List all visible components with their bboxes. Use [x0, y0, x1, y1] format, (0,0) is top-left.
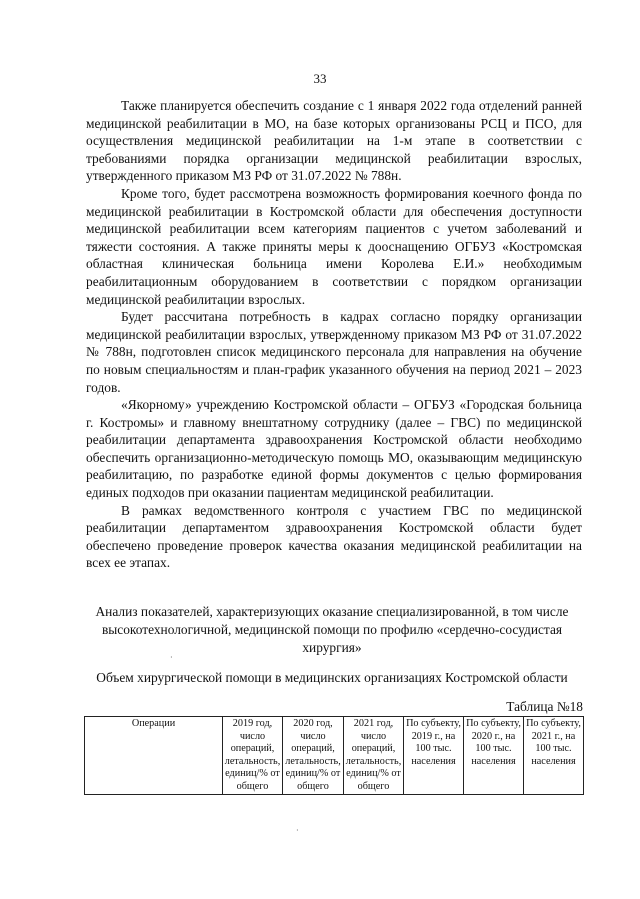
column-header: 2019 год, число операций, летальность, единиц/% от общего — [223, 717, 283, 795]
column-header: 2020 год, число операций, летальность, единиц/% от общего — [283, 717, 344, 795]
surgery-volume-table — [84, 716, 584, 795]
column-header: По субъекту, 2021 г., на 100 тыс. населения — [524, 717, 584, 795]
column-header: 2021 год, число операций, летальность, единиц/% от общего — [344, 717, 404, 795]
table-header-row — [85, 717, 584, 795]
page-number: 33 — [313, 71, 327, 86]
paragraph: Также планируется обеспечить создание с 1 января 2022 года отделений ранней медицинской реабилитации в МО, на базе которых организованы РСЦ и ПСО, для осуществления медицинской реабилитации на 1-м этапе в соответствии с требованиями порядка организации медицинской реабилитации взрослых, утвержденного приказом МЗ РФ от 31.07.2022 № 788н. — [86, 98, 582, 184]
section-heading: Анализ показателей, характеризующих оказание специализированной, в том числе высокотехнологичной, медицинской помощи по профилю «сердечно-сосудистая хирургия» — [95, 604, 569, 655]
scan-speck: · — [170, 653, 173, 662]
paragraph: В рамках ведомственного контроля с участием ГВС по медицинской реабилитации департаментом здравоохранения Костромской области будет обеспечено проведение проверок качества оказания медицинской реабилитации на всех ее этапах. — [86, 502, 582, 571]
scan-speck: · — [296, 826, 299, 835]
column-header: По субъекту, 2019 г., на 100 тыс. населения — [404, 717, 464, 795]
column-header: Операции — [85, 717, 223, 795]
table-title: Объем хирургической помощи в медицинских организациях Костромской области — [96, 670, 568, 685]
document-body — [86, 97, 582, 572]
paragraph: Будет рассчитана потребность в кадрах согласно порядку организации медицинской реабилитации взрослых, утвержденному приказом МЗ РФ от 31.07.2022 № 788н, подготовлен список медицинского персонала для направления на обучение по новым специальностям и план-график указанного обучения на период 2021 – 2023 годов. — [86, 309, 582, 395]
column-header: По субъекту, 2020 г., на 100 тыс. населения — [464, 717, 524, 795]
paragraph: «Якорному» учреждению Костромской области – ОГБУЗ «Городская больница г. Костромы» и главному внештатному сотруднику (далее – ГВС) по медицинской реабилитации департамента здравоохранения Костромской области необходимо обеспечить организационно-методическую помощь МО, оказывающим медицинскую реабилитацию, по разработке единой формы документов с целью формирования единых подходов при оказании пациентам медицинской реабилитации. — [86, 397, 582, 501]
table-number: Таблица №18 — [506, 699, 583, 714]
paragraph: Кроме того, будет рассмотрена возможность формирования коечного фонда по медицинской реабилитации в Костромской области для обеспечения доступности медицинской реабилитации всем категориям пациентов с учетом заболеваний и тяжести состояния. А также приняты меры к дооснащению ОГБУЗ «Костромская областная клиническая больница имени Королева Е.И.» необходимым реабилитационным оборудованием в соответствии с порядком организации медицинской реабилитации взрослых. — [86, 185, 582, 307]
